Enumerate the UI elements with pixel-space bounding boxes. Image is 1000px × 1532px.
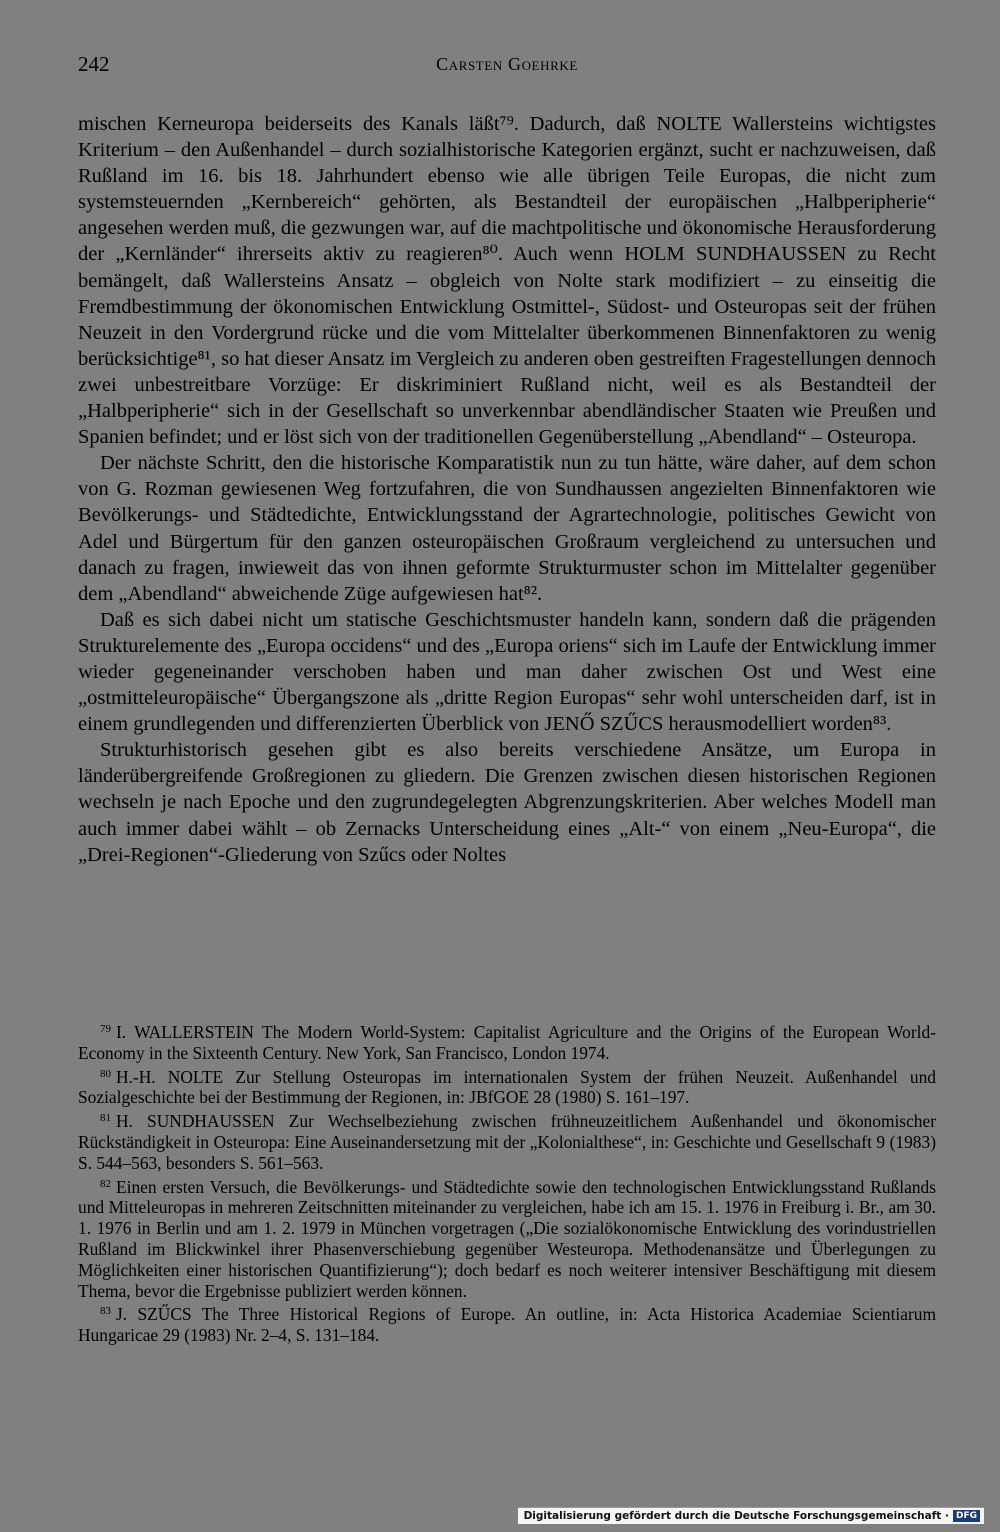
footnote-number: 79 (100, 1023, 111, 1035)
footnote-number: 81 (100, 1112, 111, 1125)
footnote-number: 83 (100, 1305, 111, 1318)
page-header (78, 52, 936, 82)
paragraph: Der nächste Schritt, den die historische Komparatistik nun zu tun hätte, wäre daher, auf dem schon von G. Rozman gewiesenen Weg fortzufahren, die von Sundhaussen angezielten Binnenfaktoren wie Bevölkerungs- und Städtedichte, Entwicklungsstand der Agrartechnologie, politisches Gewicht von Adel und Bürgertum für den ganzen osteuropäischen Großraum vergleichend zu untersuchen und danach zu fragen, inwieweit das von ihnen geformte Strukturmuster schon im Mittelalter gegenüber dem „Abendland“ abweichende Züge aufgewiesen hat⁸². (78, 452, 936, 605)
footnotes (78, 1019, 936, 1346)
footnote-text: Einen ersten Versuch, die Bevölkerungs- und Städtedichte sowie den technologischen Entwicklungsstand Rußlands und Mitteleuropas in mehreren Zeitschnitten miteinander zu vergleichen, habe ich am 15. 1. 1976 in Freiburg i. Br., am 30. 1. 1976 in Berlin und am 1. 2. 1979 in München vorgetragen („Die sozialökonomische Entwicklung des vorindustriellen Rußland im Blickwinkel ihrer Phasenverschiebung gegenüber Westeuropa. Methodenansätze und Überlegungen zu Möglichkeiten einer historischen Quantifizierung“); doch bedarf es noch weiterer intensiver Beschäftigung mit diesem Thema, bevor die Ergebnisse publiziert werden können. (78, 1176, 936, 1301)
running-head: Carsten Goehrke (436, 54, 578, 74)
footnote (78, 1174, 936, 1302)
footer-credit-text: Digitalisierung gefördert durch die Deutsche Forschungsgemeinschaft · (523, 1510, 949, 1522)
footnote-text: J. SZŰCS The Three Historical Regions of Europe. An outline, in: Acta Historica Academiae Scientiarum Hungaricae 29 (1983) Nr. 2–4, S. 131–184. (78, 1304, 936, 1346)
footnote-text: I. WALLERSTEIN The Modern World-System: Capitalist Agriculture and the Origins of the European World-Economy in the Sixteenth Century. New York, San Francisco, London 1974. (78, 1022, 936, 1063)
paragraph: Daß es sich dabei nicht um statische Geschichtsmuster handeln kann, sondern daß die prägenden Strukturelemente des „Europa occidens“ und des „Europa oriens“ sich im Laufe der Entwicklung immer wieder gegeneinander verschoben haben und man daher zwischen Ost und West eine „ostmitteleuropäische“ Übergangszone als „dritte Region Europas“ sehr wohl unterscheiden darf, ist in einem grundlegenden und differenzierten Überblick von JENŐ SZŰCS herausmodelliert worden⁸³. (78, 608, 936, 736)
footnote (78, 1064, 936, 1109)
paragraph: mischen Kerneuropa beiderseits des Kanals läßt⁷⁹. Dadurch, daß NOLTE Wallersteins wichtigstes Kriterium – den Außenhandel – durch sozialhistorische Kategorien ergänzt, sucht er nachzuweisen, daß Rußland im 16. bis 18. Jahrhundert ebenso wie alle übrigen Teile Europas, die nicht zum systemsteuernden „Kernbereich“ gehörten, als Bestandteil der europäischen „Halbperipherie“ angesehen werden muß, die gezwungen war, auf die machtpolitische und ökonomische Herausforderung der „Kernländer“ ihrerseits aktiv zu reagieren⁸⁰. Auch wenn HOLM SUNDHAUSSEN zu Recht bemängelt, daß Wallersteins Ansatz – obgleich von Nolte stark modifiziert – zu einseitig die Fremdbestimmung der ökonomischen Entwicklung Ostmittel-, Südost- und Osteuropas seit der frühen Neuzeit in den Vordergrund rücke und die vom Mittelalter überkommenen Binnenfaktoren zu wenig berücksichtige⁸¹, so hat dieser Ansatz im Vergleich zu anderen oben gestreiften Fragestellungen dennoch zwei unbestreitbare Vorzüge: Er diskriminiert Rußland nicht, weil es als Bestandteil der „Halbperipherie“ sich in der Gesellschaft so unverkennbar abendländischer Staaten wie Preußen und Spanien befindet; und er löst sich von der traditionellen Gegenüberstellung „Abendland“ – Osteuropa. (78, 113, 936, 449)
dfg-footer-banner (518, 1507, 984, 1524)
paragraph: Strukturhistorisch gesehen gibt es also bereits verschiedene Ansätze, um Europa in länderübergreifende Großregionen zu gliedern. Die Grenzen zwischen diesen historischen Regionen wechseln je nach Epoche und den zugrundegelegten Abgrenzungskriterien. Aber welches Modell man auch immer dabei wählt – ob Zernacks Unterscheidung eines „Alt-“ von einem „Neu-Europa“, die „Drei-Regionen“-Gliederung von Szűcs oder Noltes (78, 739, 936, 866)
body-text (78, 111, 936, 868)
footnote (78, 1019, 936, 1064)
page-number: 242 (78, 52, 110, 76)
dfg-logo: DFG (953, 1510, 980, 1522)
footnote-text: H.-H. NOLTE Zur Stellung Osteuropas im internationalen System der frühen Neuzeit. Außenhandel und Sozialgeschichte bei der Bestimmung der Regionen, in: JBfGOE 28 (1980) S. 161–197. (78, 1066, 936, 1108)
footnote (78, 1301, 936, 1346)
footnote-number: 80 (100, 1067, 111, 1080)
footnote-number: 82 (100, 1177, 111, 1190)
footnote-text: H. SUNDHAUSSEN Zur Wechselbeziehung zwischen frühneuzeitlichem Außenhandel und ökonomischer Rückständigkeit in Osteuropa: Eine Auseinandersetzung mit der „Kolonialthese“, in: Geschichte und Gesellschaft 9 (1983) S. 544–563, besonders S. 561–563. (78, 1111, 936, 1173)
footnote (78, 1108, 936, 1173)
